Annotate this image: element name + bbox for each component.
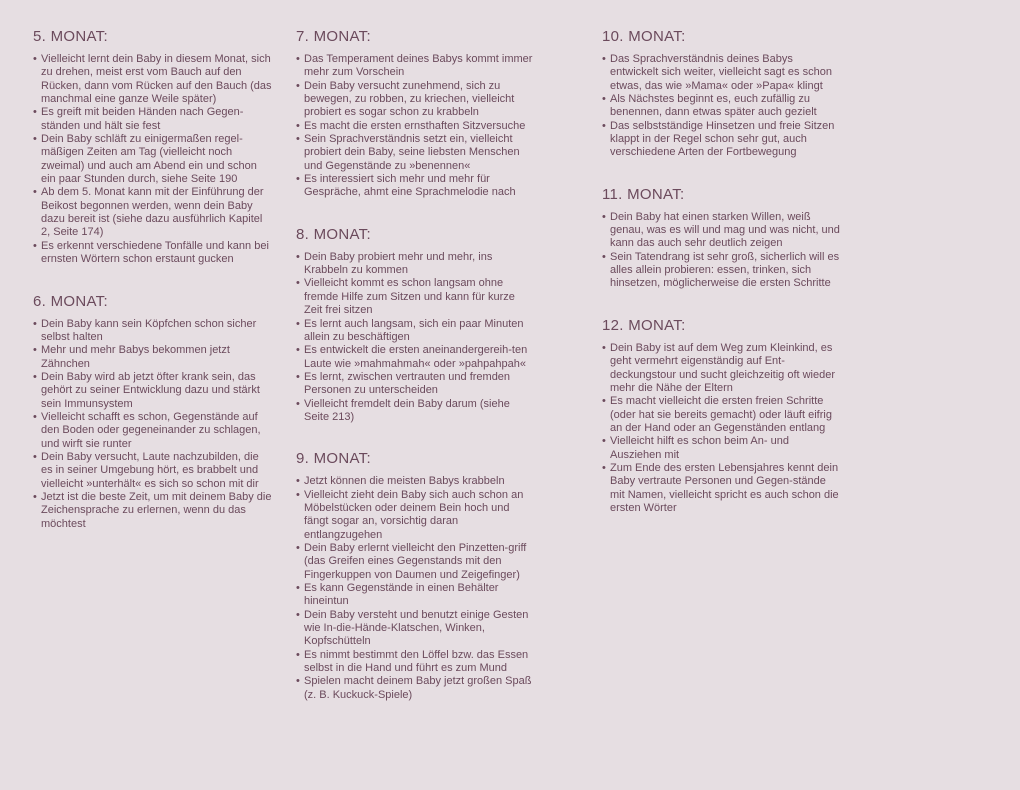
month-heading: 9. MONAT:	[296, 450, 371, 468]
milestone-item: • Es erkennt verschiedene Tonfälle und kann bei ernsten Wörtern schon erstaunt gucken	[33, 240, 273, 267]
milestone-item: • Dein Baby versteht und benutzt einige Gesten wie In-die-Hände-Klatschen, Winken, Kopfschütteln	[296, 609, 536, 649]
month-section	[296, 226, 536, 424]
milestone-item: • Sein Tatendrang ist sehr groß, sicherlich will es alles allein probieren: essen, trinken, sich hinsetzen, möglicherweise die ersten Schritte	[602, 251, 842, 291]
milestone-item: • Ab dem 5. Monat kann mit der Einführung der Beikost begonnen werden, wenn dein Baby dazu bereit ist (siehe dazu ausführlich Kapitel 2, Seite 174)	[33, 186, 273, 239]
milestone-item: • Dein Baby hat einen starken Willen, weiß genau, was es will und mag und was nicht, und kann das auch sehr deutlich zeigen	[602, 211, 842, 251]
milestone-list	[296, 251, 536, 424]
milestone-item: • Dein Baby probiert mehr und mehr, ins Krabbeln zu kommen	[296, 251, 536, 278]
milestone-item: • Dein Baby wird ab jetzt öfter krank sein, das gehört zu seiner Entwicklung dazu und stärkt sein Immunsystem	[33, 371, 273, 411]
milestone-item: • Es macht die ersten ernsthaften Sitzversuche	[296, 120, 536, 133]
month-section	[33, 293, 273, 532]
milestone-item: • Es lernt auch langsam, sich ein paar Minuten allein zu beschäftigen	[296, 318, 536, 345]
milestone-list	[602, 211, 842, 291]
month-heading: 12. MONAT:	[602, 316, 686, 334]
month-section	[33, 28, 273, 267]
milestone-item: • Dein Baby schläft zu einigermaßen regel-mäßigen Zeiten am Tag (vielleicht noch zweimal) und auch am Abend ein und schon ein paar Stunden durch, siehe Seite 190	[33, 133, 273, 186]
milestone-list	[296, 475, 536, 702]
milestone-item: • Vielleicht fremdelt dein Baby darum (siehe Seite 213)	[296, 398, 536, 425]
milestone-item: • Dein Baby kann sein Köpfchen schon sicher selbst halten	[33, 318, 273, 345]
month-section	[602, 186, 842, 291]
milestone-item: • Dein Baby ist auf dem Weg zum Kleinkind, es geht vermehrt eigenständig auf Ent-deckungstour und sucht gleichzeitig oft wieder mehr die Nähe der Eltern	[602, 342, 842, 395]
milestone-list	[602, 342, 842, 515]
milestone-item: • Das Sprachverständnis deines Babys entwickelt sich weiter, vielleicht sagt es schon etwas, das wie »Mama« oder »Papa« klingt	[602, 53, 842, 93]
month-section	[296, 28, 536, 200]
milestone-item: • Dein Baby versucht, Laute nachzubilden, die es in seiner Umgebung hört, es brabbelt und vielleicht »unterhält« es sich so schon mit dir	[33, 451, 273, 491]
milestone-item: • Vielleicht lernt dein Baby in diesem Monat, sich zu drehen, meist erst vom Bauch auf den Rücken, dann vom Rücken auf den Bauch (das manchmal eine ganze Weile später)	[33, 53, 273, 106]
milestone-item: • Es kann Gegenstände in einen Behälter hineintun	[296, 582, 536, 609]
month-heading: 7. MONAT:	[296, 28, 371, 45]
month-heading: 8. MONAT:	[296, 225, 371, 243]
milestone-item: • Zum Ende des ersten Lebensjahres kennt dein Baby vertraute Personen und Gegen-stände mit Namen, vielleicht spricht es auch schon die ersten Wörter	[602, 462, 842, 515]
column-2	[296, 28, 536, 728]
column-3	[602, 28, 842, 541]
milestone-item: • Es entwickelt die ersten aneinandergereih-ten Laute wie »mahmahmah« oder »pahpahpah«	[296, 344, 536, 371]
milestone-item: • Jetzt ist die beste Zeit, um mit deinem Baby die Zeichensprache zu erlernen, wenn du das möchtest	[33, 491, 273, 531]
milestone-list	[33, 318, 273, 532]
month-heading: 11. MONAT:	[602, 185, 685, 203]
milestone-item: • Jetzt können die meisten Babys krabbeln	[296, 475, 536, 488]
milestone-item: • Spielen macht deinem Baby jetzt großen Spaß (z. B. Kuckuck-Spiele)	[296, 675, 536, 702]
month-section	[296, 450, 536, 702]
month-heading: 5. MONAT:	[33, 28, 108, 45]
milestone-item: • Vielleicht kommt es schon langsam ohne fremde Hilfe zum Sitzen und kann für kurze Zeit frei sitzen	[296, 277, 536, 317]
month-section	[602, 317, 842, 515]
milestone-item: • Vielleicht schafft es schon, Gegenstände auf den Boden oder gegeneinander zu schlagen, und wirft sie runter	[33, 411, 273, 451]
month-section	[602, 28, 842, 160]
milestone-list	[33, 53, 273, 267]
milestone-list	[296, 53, 536, 200]
milestone-item: • Vielleicht zieht dein Baby sich auch schon an Möbelstücken oder deinem Bein hoch und fängt sogar an, vorsichtig daran entlangzugehen	[296, 489, 536, 542]
milestone-item: • Das Temperament deines Babys kommt immer mehr zum Vorschein	[296, 53, 536, 80]
milestone-item: • Es interessiert sich mehr und mehr für Gespräche, ahmt eine Sprachmelodie nach	[296, 173, 536, 200]
milestone-item: • Es greift mit beiden Händen nach Gegen-ständen und hält sie fest	[33, 106, 273, 133]
month-heading: 6. MONAT:	[33, 292, 108, 310]
milestone-item: • Mehr und mehr Babys bekommen jetzt Zähnchen	[33, 344, 273, 371]
milestone-item: • Das selbstständige Hinsetzen und freie Sitzen klappt in der Regel schon sehr gut, auch verschiedene Arten der Fortbewegung	[602, 120, 842, 160]
milestone-item: • Vielleicht hilft es schon beim An- und Ausziehen mit	[602, 435, 842, 462]
milestone-item: • Dein Baby erlernt vielleicht den Pinzetten-griff (das Greifen eines Gegenstands mit den Fingerkuppen von Daumen und Zeigefinger)	[296, 542, 536, 582]
milestone-item: • Als Nächstes beginnt es, euch zufällig zu benennen, dann etwas später auch gezielt	[602, 93, 842, 120]
milestone-item: • Es lernt, zwischen vertrauten und fremden Personen zu unterscheiden	[296, 371, 536, 398]
milestone-item: • Es macht vielleicht die ersten freien Schritte (oder hat sie bereits gemacht) oder läuft eifrig an der Hand oder an Gegenständen entlang	[602, 395, 842, 435]
milestone-item: • Es nimmt bestimmt den Löffel bzw. das Essen selbst in die Hand und führt es zum Mund	[296, 649, 536, 676]
milestone-item: • Dein Baby versucht zunehmend, sich zu bewegen, zu robben, zu kriechen, vielleicht probiert es sogar schon zu krabbeln	[296, 80, 536, 120]
milestone-item: • Sein Sprachverständnis setzt ein, vielleicht probiert dein Baby, seine liebsten Menschen und Gegenstände zu »benennen«	[296, 133, 536, 173]
milestone-list	[602, 53, 842, 160]
month-heading: 10. MONAT:	[602, 28, 686, 45]
column-1	[33, 28, 273, 557]
